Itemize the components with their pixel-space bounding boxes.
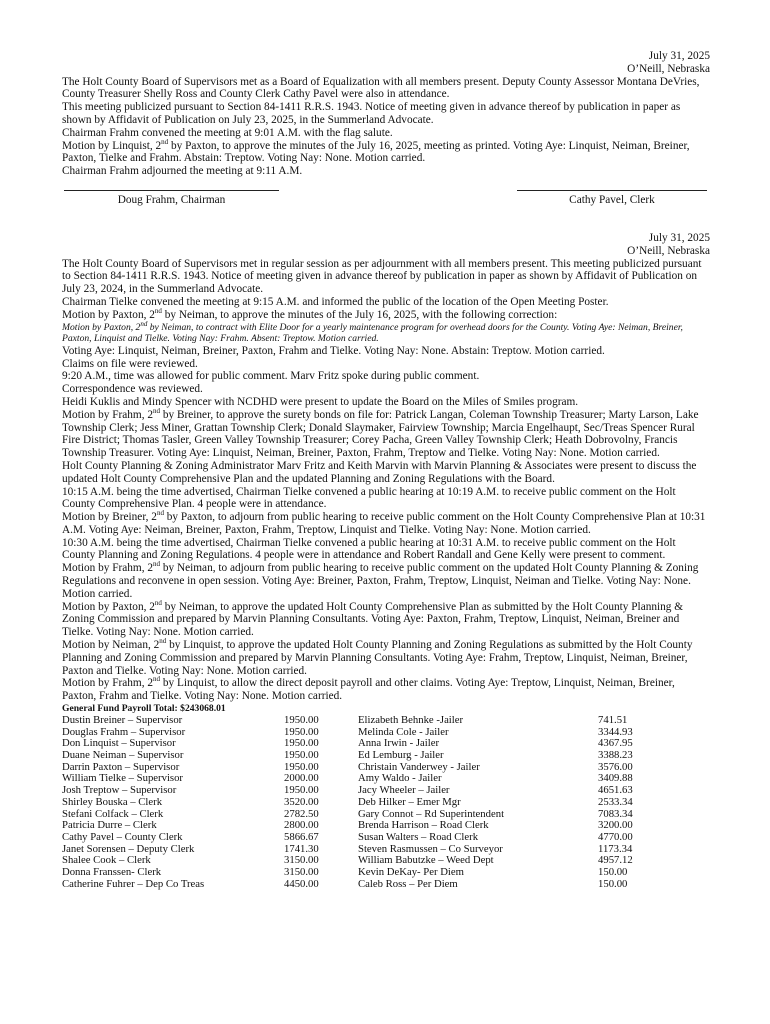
payroll-name: Christain Vanderwey - Jailer [358,760,480,773]
payroll-name: Douglas Frahm – Supervisor [62,725,186,738]
signature-chairman [64,190,279,207]
payroll-amount: 2000.00 [284,772,319,785]
reg-place: O’Neill, Nebraska [627,244,710,257]
payroll-name: Cathy Pavel – County Clerk [62,830,183,843]
boe-place: O’Neill, Nebraska [627,62,710,75]
payroll-name: Jacy Wheeler – Jailer [358,784,450,797]
payroll-name: Dustin Breiner – Supervisor [62,714,183,727]
payroll-amount: 3576.00 [598,760,633,773]
payroll-amount: 1741.30 [284,842,319,855]
payroll-amount: 3344.93 [598,725,633,738]
reg-motion: Motion by Paxton, 2nd by Neiman, to approve the updated Holt County Comprehensive Plan as submitted by the Holt County Planning & Zoning Commission and prepared by Marvin Planning Consultants. Voting Aye: Paxton, Frahm, Treptow, Linquist, Neiman, Breiner and Tielke. Voting Nay: None. Motion carried. [62,598,684,639]
payroll-amount: 1950.00 [284,714,319,727]
payroll-row [358,832,678,844]
payroll-name: Don Linquist – Supervisor [62,737,176,750]
payroll-name: Patricia Durre – Clerk [62,819,157,832]
payroll-name: Susan Walters – Road Clerk [358,830,479,843]
payroll-amount: 2800.00 [284,819,319,832]
reg-paragraph: Holt County Planning & Zoning Administrator Marv Fritz and Keith Marvin with Marvin Planning & Associates were present to discuss the updated Holt County Comprehensive Plan and the updated Planning and Zoning Regulations with the Board. [62,459,697,485]
payroll-column-right [358,715,678,890]
signature-block [62,190,710,218]
payroll-column-left [62,715,358,890]
payroll-amount: 150.00 [598,865,628,878]
payroll-amount: 5866.67 [284,830,319,843]
payroll-name: Donna Franssen- Clerk [62,865,162,878]
boe-paragraph: Chairman Frahm adjourned the meeting at 9:11 A.M. [62,165,303,178]
boe-paragraph: The Holt County Board of Supervisors met as a Board of Equalization with all members present. Deputy County Assessor Montana DeVries, County Treasurer Shelly Ross and County Clerk Cathy Pavel were also in attendance. [62,75,700,101]
reg-paragraph: The Holt County Board of Supervisors met in regular session as per adjournment with all members present. This meeting publicized pursuant to Section 84-1411 R.R.S. 1943. Notice of meeting given in advance thereof by publication in paper as shown by Affidavit of Publication on July 23, 2024, in the Summerland Advocate. [62,257,702,296]
payroll-name: Stefani Colfack – Clerk [62,807,164,820]
reg-paragraph: Heidi Kuklis and Mindy Spencer with NCDHD were present to update the Board on the Miles of Smiles program. [62,395,579,408]
payroll-amount: 150.00 [598,877,628,890]
reg-paragraph: Claims on file were reviewed. [62,357,198,370]
payroll-amount: 3388.23 [598,749,633,762]
payroll-amount: 4367.95 [598,737,633,750]
reg-paragraph: 10:30 A.M. being the time advertised, Chairman Tielke convened a public hearing at 10:31 A.M. to receive public comment on the Holt County Planning and Zoning Regulations. 4 people were in attendance and Robert Randall and Gene Kelly were present to comment. [62,536,676,562]
document-page [62,50,710,890]
payroll-amount: 2533.34 [598,795,633,808]
reg-paragraph: Correspondence was reviewed. [62,383,203,396]
payroll-name: Anna Irwin - Jailer [358,737,440,750]
payroll-table [62,715,710,890]
payroll-amount: 4651.63 [598,784,633,797]
payroll-title: General Fund Payroll Total: $243068.01 [62,703,226,715]
reg-paragraph: 9:20 A.M., time was allowed for public comment. Marv Fritz spoke during public comment. [62,370,480,383]
boe-paragraph: This meeting publicized pursuant to Section 84-1411 R.R.S. 1943. Notice of meeting given in advance thereof by publication in paper as shown by Affidavit of Publication on July 23, 2025, in the Summerland Advocate. [62,101,681,126]
payroll-amount: 3520.00 [284,795,319,808]
payroll-row [358,797,678,809]
payroll-amount: 3200.00 [598,819,633,832]
payroll-amount: 4450.00 [284,877,319,890]
payroll-row [62,879,358,891]
signature-name: Doug Frahm, Chairman [117,193,226,206]
reg-paragraph: Voting Aye: Linquist, Neiman, Breiner, Paxton, Frahm and Tielke. Voting Nay: None. Abstain: Treptow. Motion carried. [62,344,605,357]
payroll-row [358,715,678,727]
payroll-amount: 4770.00 [598,830,633,843]
payroll-name: Caleb Ross – Per Diem [358,877,458,890]
reg-motion: Motion by Frahm, 2nd by Neiman, to adjourn from public hearing to receive public comment on the updated Holt County Planning & Zoning Regulations and reconvene in open session. Voting Aye: Breiner, Paxton, Frahm, Treptow, Linquist, Neiman and Tielke. Voting Nay: None. Motion carried. [62,560,699,600]
payroll-name: Deb Hilker – Emer Mgr [358,795,461,808]
payroll-name: Ed Lemburg - Jailer [358,749,444,762]
boe-motion: Motion by Linquist, 2nd by Paxton, to approve the minutes of the July 16, 2025, meeting as printed. Voting Aye: Linquist, Neiman, Breiner, Paxton, Tielke and Frahm. Abstain: Treptow. Voting Nay: None. Motion carried. [62,137,690,165]
reg-date: July 31, 2025 [648,231,710,244]
payroll-amount: 741.51 [598,714,628,727]
payroll-name: Josh Treptow – Supervisor [62,784,177,797]
payroll-amount: 3409.88 [598,772,633,785]
payroll-amount: 7083.34 [598,807,633,820]
payroll-amount: 2782.50 [284,807,319,820]
reg-correction: Motion by Paxton, 2nd by Neiman, to contract with Elite Door for a yearly maintenance program for overhead doors for the County. Voting Aye: Neiman, Breiner, Paxton, Linquist and Tielke. Voting Nay: Frahm. Absent: Treptow. Motion carried. [62,319,683,345]
payroll-amount: 1950.00 [284,760,319,773]
signature-line [64,190,279,191]
reg-motion: Motion by Frahm, 2nd by Linquist, to allow the direct deposit payroll and other claims. Voting Aye: Treptow, Linquist, Neiman, Breiner, Paxton, Frahm and Tielke. Voting Nay: None. Motion carried. [62,675,675,703]
signature-clerk [517,190,707,207]
payroll-name: Brenda Harrison – Road Clerk [358,819,489,832]
payroll-row [62,715,358,727]
payroll-row [62,797,358,809]
payroll-name: Darrin Paxton – Supervisor [62,760,180,773]
payroll-amount: 3150.00 [284,854,319,867]
payroll-name: William Babutzke – Weed Dept [358,854,494,867]
signature-line [517,190,707,191]
payroll-amount: 3150.00 [284,865,319,878]
payroll-amount: 1173.34 [598,842,633,855]
payroll-name: Catherine Fuhrer – Dep Co Treas [62,877,205,890]
boe-paragraph: Chairman Frahm convened the meeting at 9:01 A.M. with the flag salute. [62,126,393,139]
payroll-name: William Tielke – Supervisor [62,772,183,785]
payroll-name: Steven Rasmussen – Co Surveyor [358,842,503,855]
payroll-name: Shirley Bouska – Clerk [62,795,163,808]
payroll-amount: 4957.12 [598,854,633,867]
reg-paragraph: 10:15 A.M. being the time advertised, Chairman Tielke convened a public hearing at 10:19 A.M. to receive public comment on the Holt County Comprehensive Plan. 4 people were in attendance. [62,485,676,511]
payroll-amount: 1950.00 [284,737,319,750]
payroll-amount: 1950.00 [284,749,319,762]
payroll-amount: 1950.00 [284,725,319,738]
payroll-amount: 1950.00 [284,784,319,797]
payroll-name: Elizabeth Behnke -Jailer [358,714,464,727]
payroll-name: Duane Neiman – Supervisor [62,749,184,762]
payroll-row [358,867,678,879]
reg-motion: Motion by Neiman, 2nd by Linquist, to approve the updated Holt County Planning and Zoning Regulations as submitted by the Holt County Planning and Zoning Commission and prepared by Marvin Planning Consultants. Voting Aye: Frahm, Treptow, Linquist, Neiman, Breiner, Paxton and Tielke. Voting Nay: None. Motion carried. [62,637,693,677]
payroll-name: Amy Waldo - Jailer [358,772,442,785]
reg-paragraph: Chairman Tielke convened the meeting at 9:15 A.M. and informed the public of the location of the Open Meeting Poster. [62,295,609,308]
boe-date: July 31, 2025 [648,50,710,62]
payroll-name: Kevin DeKay- Per Diem [358,865,464,878]
reg-motion: Motion by Frahm, 2nd by Breiner, to approve the surety bonds on file for: Patrick Langan, Coleman Township Treasurer; Marty Larson, Lake Township Clerk; Jess Miner, Grattan Township Clerk; Donald Slaymaker, Fairview Township; Marcia Engelhaupt, Sec/Treas Spencer Rural Fire District; Thomas Tasler, Green Valley Township Treasurer; Corey Pacha, Green Valley Township Clerk; Heath Dobrovolny, Francis Township Treasurer. Voting Aye: Linquist, Neiman, Breiner, Paxton, Frahm, Treptow and Tielke. Voting Nay: None. Motion carried. [62,406,699,460]
payroll-row [358,879,678,891]
payroll-name: Shalee Cook – Clerk [62,854,151,867]
payroll-name: Janet Sorensen – Deputy Clerk [62,842,195,855]
reg-motion: Motion by Breiner, 2nd by Paxton, to adjourn from public hearing to receive public comment on the Holt County Comprehensive Plan at 10:31 A.M. Voting Aye: Neiman, Breiner, Paxton, Frahm, Treptow, Linquist and Tielke. Voting Nay: None. Motion carried. [62,509,706,536]
payroll-name: Melinda Cole - Jailer [358,725,449,738]
signature-name: Cathy Pavel, Clerk [569,193,655,206]
payroll-name: Gary Connot – Rd Superintendent [358,807,505,820]
reg-motion: Motion by Paxton, 2nd by Neiman, to approve the minutes of the July 16, 2025, with the following correction: [62,306,558,321]
payroll-row [62,867,358,879]
payroll-row [62,832,358,844]
